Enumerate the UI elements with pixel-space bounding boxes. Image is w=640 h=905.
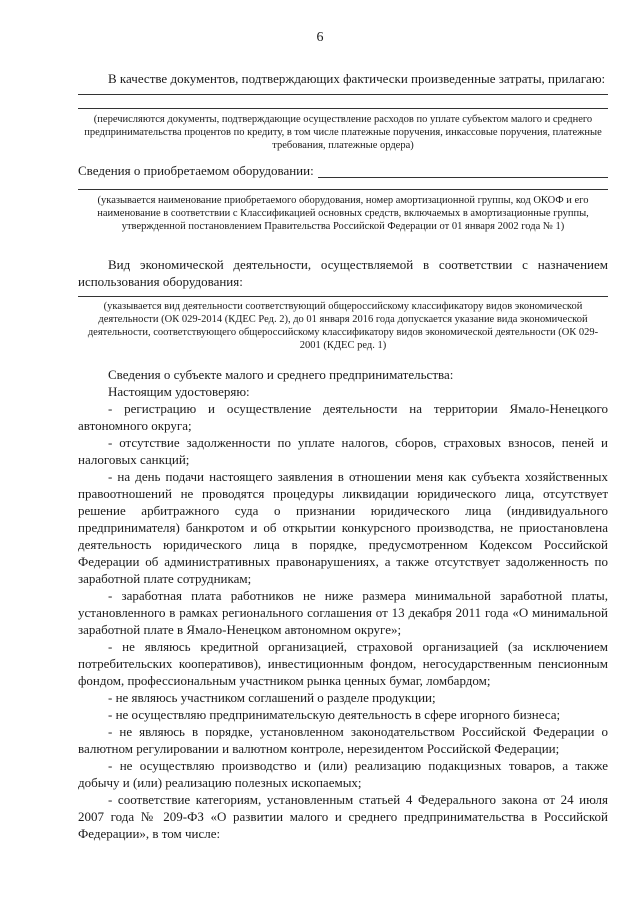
list-item: - не являюсь в порядке, установленном законодательством Российской Федерации о валютном регулировании и валютном контроле, нерезидентом Российской Федерации; <box>78 724 608 756</box>
supporting-docs-intro: В качестве документов, подтверждающих фактически произведенные затраты, прилагаю: <box>108 71 606 86</box>
fill-line <box>318 177 608 178</box>
subject-info-heading: Сведения о субъекте малого и среднего предпринимательства: <box>108 367 454 382</box>
list-item: - не осуществляю производство и (или) реализацию подакцизных товаров, а также добычу и (или) реализацию полезных ископаемых; <box>78 758 608 790</box>
list-item: - не являюсь участником соглашений о разделе продукции; <box>108 690 436 705</box>
list-item: - отсутствие задолженности по уплате налогов, сборов, страховых взносов, пеней и налоговых санкций; <box>78 435 608 467</box>
equipment-note: (указывается наименование приобретаемого оборудования, номер амортизационной группы, код ОКОФ и его наименование в соответствии с Классификацией основных средств, включаемых в амортизационные группы, утвержденной постановлением Правительства Российской Федерации от 01 января 2002 года № 1) <box>97 195 589 232</box>
fill-line <box>78 108 608 109</box>
fill-line <box>78 94 608 95</box>
fill-line <box>78 296 608 297</box>
subject-info-certify: Настоящим удостоверяю: <box>108 384 250 399</box>
page-number: 6 <box>316 30 324 45</box>
list-item: - не осуществляю предпринимательскую деятельность в сфере игорного бизнеса; <box>108 707 561 722</box>
fill-line <box>78 189 608 190</box>
list-item: - соответствие категориям, установленным статьей 4 Федерального закона от 24 июля 2007 года № 209-ФЗ «О развитии малого и среднего предпринимательства в Российской Федерации», в том числе: <box>78 792 608 841</box>
list-item: - на день подачи настоящего заявления в отношении меня как субъекта хозяйственных правоотношений не проводятся процедуры ликвидации юридического лица, отсутствует решение арбитражного суда о признании юридического лица (индивидуального предпринимателя) банкротом и об открытии конкурсного производства, не приостановлена деятельность юридического лица в порядке, предусмотренном Кодексом Российской Федерации об административных правонарушениях, а также отсутствует задолженность по заработной плате сотрудникам; <box>78 469 608 586</box>
list-item: - регистрацию и осуществление деятельности на территории Ямало-Ненецкого автономного округа; <box>78 401 608 433</box>
activity-note: (указывается вид деятельности соответствующий общероссийскому классификатору видов экономической деятельности (ОК 029-2014 (КДЕС Ред. 2), до 01 января 2016 года допускается указание вида экономической деятельности, соответствующего общероссийскому классификатору видов экономической деятельности (ОК 029-2001 (КДЕС ред. 1) <box>87 301 599 351</box>
list-item: - заработная плата работников не ниже размера минимальной заработной платы, установленного в рамках регионального соглашения от 13 декабря 2011 года «О минимальной заработной плате в Ямало-Ненецком автономном округе»; <box>78 588 608 637</box>
equipment-label: Сведения о приобретаемом оборудовании: <box>78 163 314 178</box>
activity-label: Вид экономической деятельности, осуществляемой в соответствии с назначением использования оборудования: <box>78 257 608 289</box>
supporting-docs-note: (перечисляются документы, подтверждающие осуществление расходов по уплате субъектом малого и среднего предпринимательства процентов по кредиту, в том числе платежные поручения, инкассовые поручения, платежные требования, платежные ордера) <box>84 114 602 151</box>
list-item: - не являюсь кредитной организацией, страховой организацией (за исключением потребительских кооперативов), инвестиционным фондом, негосударственным пенсионным фондом, профессиональным участником рынка ценных бумаг, ломбардом; <box>78 639 608 688</box>
